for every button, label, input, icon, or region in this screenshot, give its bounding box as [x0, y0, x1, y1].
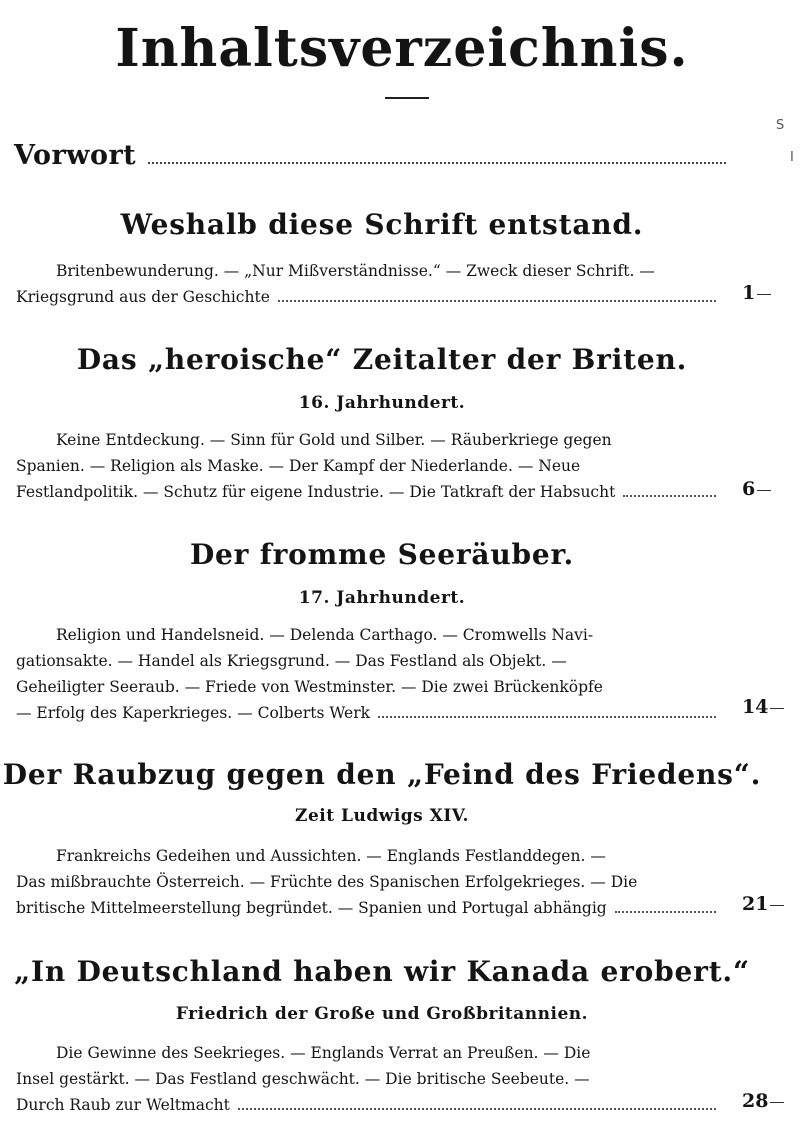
section-3-title: Der fromme Seeräuber.: [189, 538, 575, 571]
vorwort-label: Vorwort: [14, 140, 137, 171]
section-5-title: „In Deutschland haben wir Kanada erobert.“: [14, 955, 750, 988]
section-3-summary[interactable]: [16, 622, 722, 726]
page-title: Inhaltsverzeichnis.: [115, 18, 689, 79]
section-2-summary[interactable]: [16, 427, 722, 505]
section-3-page-number: [742, 696, 784, 718]
section-2-line-2: Spanien. — Religion als Maske. — Der Kampf der Niederlande. — Neue: [16, 457, 581, 475]
section-3-line-3: Geheiligter Seeraub. — Friede von Westminster. — Die zwei Brückenköpfe: [16, 678, 603, 696]
section-1-page-value: 1: [742, 282, 756, 304]
section-4-line-3: [16, 895, 722, 921]
section-2-subtitle: 16. Jahrhundert.: [298, 393, 466, 413]
section-3-line-1: Religion und Handelsneid. — Delenda Carthago. — Cromwells Navi-: [56, 626, 594, 644]
section-5-summary[interactable]: [16, 1040, 722, 1118]
section-4-line-1: Frankreichs Gedeihen und Aussichten. — Englands Festlanddegen. —: [56, 847, 606, 865]
section-4-summary[interactable]: [16, 843, 722, 921]
section-4-leader: [615, 911, 716, 913]
section-1-summary[interactable]: [16, 258, 722, 310]
title-divider: [385, 97, 429, 99]
vorwort-leader: [148, 162, 726, 164]
section-3-page-value: 14: [742, 696, 769, 718]
section-1-page-number: [742, 282, 771, 304]
section-4-subtitle: Zeit Ludwigs XIV.: [295, 806, 469, 826]
section-5-line-1: Die Gewinne des Seekrieges. — Englands Verrat an Preußen. — Die: [56, 1044, 591, 1062]
section-2-line-3-text: Festlandpolitik. — Schutz für eigene Industrie. — Die Tatkraft der Habsucht: [16, 483, 616, 501]
vorwort-entry[interactable]: [14, 140, 734, 174]
section-5-page-number: [742, 1090, 784, 1112]
section-3-line-4-text: — Erfolg des Kaperkrieges. — Colberts Werk: [16, 704, 370, 722]
section-1-line-2: [16, 284, 722, 310]
section-3-subtitle: 17. Jahrhundert.: [298, 588, 466, 608]
section-4-line-3-text: britische Mittelmeerstellung begründet. — Spanien und Portugal abhängig: [16, 899, 607, 917]
section-5-line-3-text: Durch Raub zur Weltmacht: [16, 1096, 230, 1114]
section-4-page-value: 21: [742, 893, 769, 915]
section-5-leader: [238, 1108, 716, 1110]
section-1-line-1: Britenbewunderung. — „Nur Mißverständnisse.“ — Zweck dieser Schrift. —: [56, 262, 655, 280]
section-3-line-4: [16, 700, 722, 726]
section-1-line-2-text: Kriegsgrund aus der Geschichte: [16, 288, 270, 306]
section-2-leader: [623, 495, 716, 497]
section-5-subtitle: Friedrich der Große und Großbritannien.: [175, 1004, 589, 1024]
section-2-line-3: [16, 479, 722, 505]
section-4-page-number: [742, 893, 784, 915]
section-5-line-3: [16, 1092, 722, 1118]
section-4-title: Der Raubzug gegen den „Feind des Friedens“.: [2, 758, 762, 791]
section-2-line-1: Keine Entdeckung. — Sinn für Gold und Silber. — Räuberkriege gegen: [56, 431, 612, 449]
section-5-line-2: Insel gestärkt. — Das Festland geschwächt. — Die britische Seebeute. —: [16, 1070, 590, 1088]
section-2-title: Das „heroische“ Zeitalter der Briten.: [76, 343, 688, 376]
edge-mark-bottom: I: [790, 150, 794, 165]
section-3-leader: [378, 716, 716, 718]
section-1-leader: [278, 300, 716, 302]
section-5-page-value: 28: [742, 1090, 769, 1112]
section-2-page-value: 6: [742, 478, 756, 500]
edge-mark-top: S: [776, 118, 785, 133]
section-2-page-number: [742, 478, 771, 500]
section-4-line-2: Das mißbrauchte Österreich. — Früchte des Spanischen Erfolgekrieges. — Die: [16, 873, 638, 891]
section-1-title: Weshalb diese Schrift entstand.: [120, 208, 644, 241]
section-3-line-2: gationsakte. — Handel als Kriegsgrund. — Das Festland als Objekt. —: [16, 652, 567, 670]
